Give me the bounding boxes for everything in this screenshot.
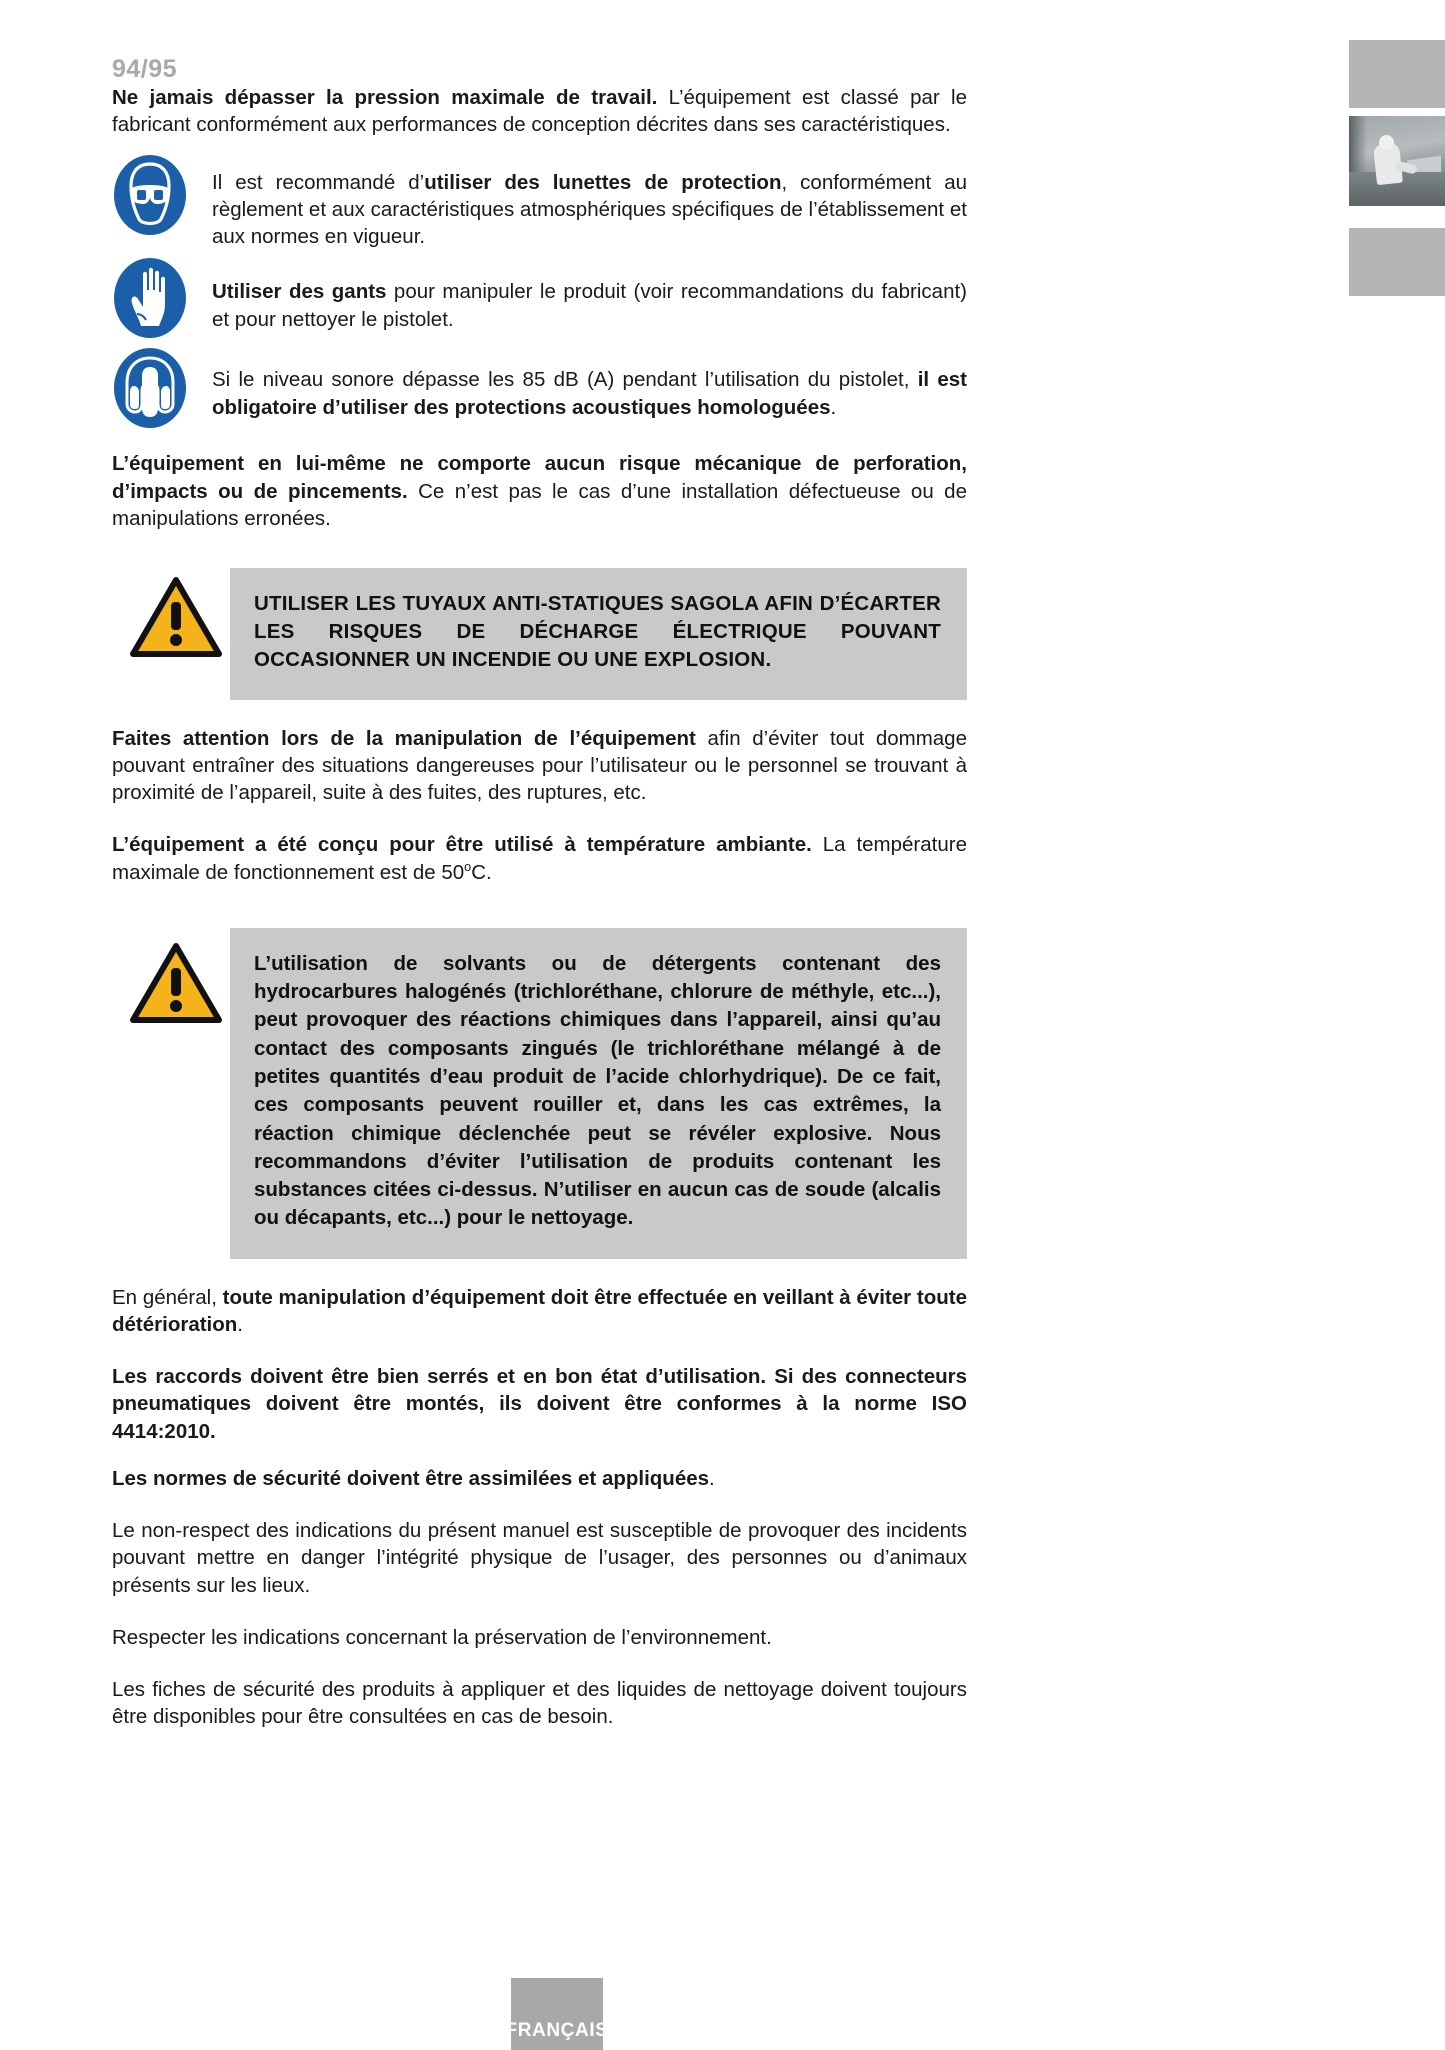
ear-post: . (830, 395, 837, 419)
intro-bold: Ne jamais dépasser la pression maximale de travail. (112, 86, 658, 109)
handling-paragraph (112, 725, 967, 807)
warning-text-solvents: L’utilisation de solvants ou de détergents contenant des hydrocarbures halogénés (trichloréthane, chlorure de méthyle, etc...), peut provoquer des réactions chimiques dans l’appareil, ainsi qu’au contact des composants zingués (le trichloréthane mélangé à de petites quantités d’eau produit de l’acide chlorhydrique). De ce fait, ces composants peuvent rouiller et, dans les cas extrêmes, la réaction chimique déclenchée peut se révéler explosive. Nous recommandons d’éviter l’utilisation de produits contenant les substances citées ci-dessus. N’utiliser en aucun cas de soude (alcalis ou décapants, etc...) pour le nettoyage. (254, 951, 941, 1230)
rail-gray-block-top (1349, 40, 1445, 108)
ear-bold: il est obligatoire d’utiliser des protections acoustiques homologuées (212, 368, 968, 419)
temperature-paragraph (112, 831, 967, 886)
pictogram-text-ear-protection (212, 346, 967, 421)
safety-standards-bold: Les normes de sécurité doivent être assimilées et appliquées (112, 1466, 710, 1490)
pictogram-text-goggles (212, 153, 967, 251)
environment-paragraph: Respecter les indications concernant la préservation de l’environnement. (112, 1625, 772, 1649)
safety-standards-paragraph (112, 1465, 967, 1492)
intro-paragraph (112, 84, 967, 139)
degree-symbol: o (464, 858, 472, 874)
page-folio: 94/95 (112, 55, 178, 83)
temperature-rest-a: La température maximale de fonctionnement est de 50 (112, 833, 967, 884)
warning-box-solvents (112, 928, 967, 1259)
ear-protection-icon (112, 346, 188, 430)
pictogram-text-gloves (212, 256, 967, 333)
warning-text-antistatic: UTILISER LES TUYAUX ANTI-STATIQUES SAGOLA AFIN D’ÉCARTER LES RISQUES DE DÉCHARGE ÉLECTRIQUE POUVANT OCCASIONNER UN INCENDIE OU UNE EXPLOSION. (254, 592, 941, 671)
safety-standards-post: . (709, 1466, 715, 1490)
handling-bold: Faites attention lors de la manipulation de l’équipement (112, 726, 696, 750)
rail-photo-thumbnail (1349, 116, 1445, 206)
ear-pre: Si le niveau sonore dépasse les 85 dB (A) pendant l’utilisation du pistolet, (212, 368, 918, 392)
warning-box-antistatic (112, 568, 967, 700)
protective-gloves-icon (112, 256, 188, 340)
language-footer-tab: FRANÇAIS (511, 1978, 603, 2050)
goggles-bold: utiliser des lunettes de protection (424, 170, 782, 194)
mechanical-risk-rest: Ce n’est pas le cas d’une installation défectueuse ou de manipulations erronées. (112, 479, 967, 530)
safety-sheets-paragraph: Les fiches de sécurité des produits à appliquer et des liquides de nettoyage doivent toujours être disponibles pour être consultées en cas de besoin. (112, 1678, 967, 1729)
fittings-paragraph (112, 1363, 967, 1445)
gloves-post: pour manipuler le produit (voir recommandations du fabricant) et pour nettoyer le pistolet. (212, 280, 967, 331)
mechanical-risk-bold: L’équipement en lui-même ne comporte aucun risque mécanique de perforation, d’impacts ou de pincements. (112, 452, 967, 503)
warning-panel-solvents (230, 928, 967, 1259)
general-post: . (237, 1312, 243, 1336)
fittings-bold: Les raccords doivent être bien serrés et en bon état d’utilisation. Si des connecteurs pneumatiques doivent être montés, ils doivent être conformes à la norme ISO 4414:2010. (112, 1365, 967, 1443)
page-content (112, 0, 967, 1731)
pictogram-list (112, 153, 967, 431)
goggles-pre: Il est recommandé d’ (212, 170, 425, 194)
gloves-bold: Utiliser des gants (212, 280, 387, 304)
handling-rest: afin d’éviter tout dommage pouvant entraîner des situations dangereuses pour l’utilisateur ou le personnel se trouvant à proximité de l’appareil, suite à des fuites, des ruptures, etc. (112, 726, 967, 805)
goggles-post: , conformément au règlement et aux caractéristiques atmosphériques spécifiques de l’établissement et aux normes en vigueur. (212, 170, 967, 248)
safety-goggles-icon (112, 153, 188, 237)
intro-rest: L’équipement est classé par le fabricant conformément aux performances de conception décrites dans ses caractéristiques. (112, 86, 967, 137)
temperature-bold: L’équipement a été conçu pour être utilisé à température ambiante. (112, 833, 812, 857)
pictogram-row-gloves (112, 256, 967, 340)
general-pre: En général, (112, 1285, 223, 1309)
right-rail (1349, 0, 1445, 296)
warning-panel-antistatic (230, 568, 967, 700)
warning-triangle-icon (130, 568, 230, 658)
temperature-rest-b: C. (471, 860, 492, 884)
general-bold: toute manipulation d’équipement doit être effectuée en veillant à éviter toute détérioration (112, 1285, 967, 1336)
pictogram-row-ear-protection (112, 346, 967, 430)
noncompliance-paragraph: Le non-respect des indications du présent manuel est susceptible de provoquer des incidents pouvant mettre en danger l’intégrité physique de l’usager, des personnes ou d’animaux présents sur les lieux. (112, 1519, 967, 1597)
rail-gray-block-bottom (1349, 228, 1445, 296)
warning-triangle-icon (130, 928, 230, 1024)
pictogram-row-goggles (112, 153, 967, 251)
general-handling-paragraph (112, 1284, 967, 1339)
mechanical-risk-paragraph (112, 450, 967, 532)
